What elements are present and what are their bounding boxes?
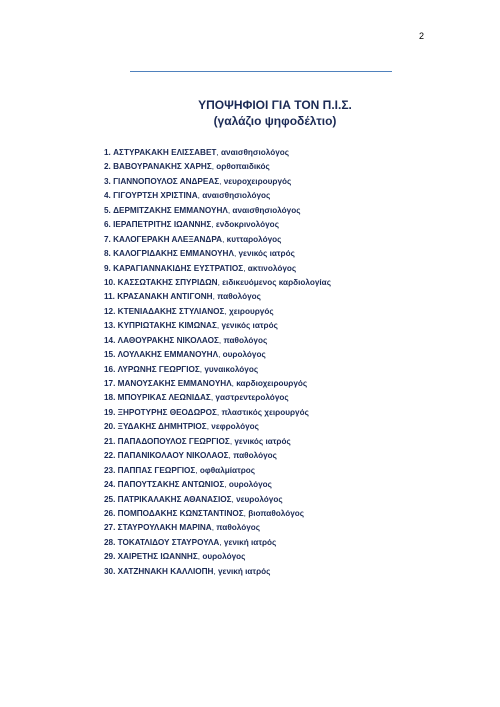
candidate-name: ΧΑΤΖΗΝΑΚΗ ΚΑΛΛΙΟΠΗ xyxy=(117,566,214,576)
candidate-name: ΤΟΚΑΤΛΙΔΟΥ ΣΤΑΥΡΟΥΛΑ xyxy=(117,537,220,547)
candidate-specialty: ενδοκρινολόγος xyxy=(215,220,279,230)
list-item: 19. ΞΗΡΟΤΥΡΗΣ ΘΕΟΔΩΡΟΣ, πλαστικός χειρουργός xyxy=(104,407,309,417)
candidate-specialty: νευροχειρουργός xyxy=(223,176,292,186)
candidate-number: 29. xyxy=(104,552,116,562)
candidate-name: ΚΡΑΣΑΝΑΚΗ ΑΝΤΙΓΟΝΗ xyxy=(117,292,213,302)
candidate-name: ΜΠΟΥΡΙΚΑΣ ΛΕΩΝΙΔΑΣ xyxy=(117,393,211,403)
list-item: 26. ΠΟΜΠΟΔΑΚΗΣ ΚΩΝΣΤΑΝΤΙΝΟΣ, βιοπαθολόγος xyxy=(104,508,305,518)
candidate-name: ΚΑΡΑΓΙΑΝΝΑΚΙΔΗΣ ΕΥΣΤΡΑΤΙΟΣ xyxy=(113,263,244,273)
candidate-number: 18. xyxy=(104,393,116,403)
candidate-specialty: νεφρολόγος xyxy=(211,422,259,432)
candidate-name: ΞΗΡΟΤΥΡΗΣ ΘΕΟΔΩΡΟΣ xyxy=(117,407,217,417)
candidate-specialty: ορθοπαιδικός xyxy=(216,162,270,172)
candidate-specialty: αναισθησιολόγος xyxy=(220,148,290,157)
candidate-name: ΠΑΠΟΥΤΣΑΚΗΣ ΑΝΤΩΝΙΟΣ xyxy=(117,480,225,490)
candidate-number: 23. xyxy=(104,465,116,475)
candidate-name: ΠΑΠΑΔΟΠΟΥΛΟΣ ΓΕΩΡΓΙΟΣ xyxy=(117,436,230,446)
candidate-specialty: καρδιοχειρουργός xyxy=(236,379,308,388)
candidate-name: ΔΕΡΜΙΤΖΑΚΗΣ ΕΜΜΑΝΟΥΗΛ xyxy=(113,205,228,215)
candidate-specialty: γενικός ιατρός xyxy=(221,321,278,331)
list-item: 3. ΓΙΑΝΝΟΠΟΥΛΟΣ ΑΝΔΡΕΑΣ, νευροχειρουργός xyxy=(104,176,292,186)
candidate-number: 21. xyxy=(104,436,116,446)
candidate-specialty: γαστρεντερολόγος xyxy=(215,393,289,403)
list-item: 18. ΜΠΟΥΡΙΚΑΣ ΛΕΩΝΙΔΑΣ, γαστρεντερολόγος xyxy=(104,393,289,403)
candidate-number: 7. xyxy=(104,234,111,244)
candidate-specialty: γενικός ιατρός xyxy=(234,436,291,446)
candidate-name: ΠΑΠΑΝΙΚΟΛΑΟΥ ΝΙΚΟΛΑΟΣ xyxy=(117,451,229,461)
list-item: 7. ΚΑΛΟΓΕΡΑΚΗ ΑΛΕΞΑΝΔΡΑ, κυτταρολόγος xyxy=(104,234,282,244)
candidate-specialty: γενική ιατρός xyxy=(218,566,271,576)
candidate-name: ΙΕΡΑΠΕΤΡΙΤΗΣ ΙΩΑΝΝΗΣ xyxy=(113,220,212,230)
list-item: 14. ΛΑΘΟΥΡΑΚΗΣ ΝΙΚΟΛΑΟΣ, παθολόγος xyxy=(104,335,268,345)
candidate-number: 27. xyxy=(104,523,116,533)
candidate-specialty: παθολόγος xyxy=(216,523,261,533)
candidate-specialty: κυτταρολόγος xyxy=(226,234,282,244)
candidate-name: ΠΟΜΠΟΔΑΚΗΣ ΚΩΝΣΤΑΝΤΙΝΟΣ xyxy=(117,508,244,518)
candidate-number: 26. xyxy=(104,508,116,518)
candidate-specialty: γενική ιατρός xyxy=(223,537,277,547)
candidate-name: ΠΑΤΡΙΚΑΛΑΚΗΣ ΑΘΑΝΑΣΙΟΣ xyxy=(117,494,232,504)
candidate-number: 15. xyxy=(104,350,116,360)
candidate-name: ΑΣΤΥΡΑΚΑΚΗ ΕΛΙΣΣΑΒΕΤ xyxy=(113,148,217,157)
list-item: 25. ΠΑΤΡΙΚΑΛΑΚΗΣ ΑΘΑΝΑΣΙΟΣ, νευρολόγος xyxy=(104,494,283,504)
list-item: 22. ΠΑΠΑΝΙΚΟΛΑΟΥ ΝΙΚΟΛΑΟΣ, παθολόγος xyxy=(104,451,277,461)
candidate-number: 11. xyxy=(104,292,115,302)
document-subtitle: (γαλάζιο ψηφοδέλτιο) xyxy=(213,114,337,128)
candidate-name: ΓΙΑΝΝΟΠΟΥΛΟΣ ΑΝΔΡΕΑΣ xyxy=(113,176,220,186)
candidate-name: ΚΑΛΟΓΕΡΑΚΗ ΑΛΕΞΑΝΔΡΑ xyxy=(113,234,223,244)
candidate-number: 12. xyxy=(104,306,116,316)
candidate-number: 19. xyxy=(104,407,116,417)
candidate-specialty: γενικός ιατρός xyxy=(238,249,295,259)
candidate-specialty: ουρολόγος xyxy=(202,552,246,562)
candidate-number: 30. xyxy=(104,566,116,576)
header-rule xyxy=(130,71,392,72)
list-item: 28. ΤΟΚΑΤΛΙΔΟΥ ΣΤΑΥΡΟΥΛΑ, γενική ιατρός xyxy=(104,537,277,547)
candidate-specialty: παθολόγος xyxy=(223,335,268,345)
page-number: 2 xyxy=(419,31,425,41)
list-item: 30. ΧΑΤΖΗΝΑΚΗ ΚΑΛΛΙΟΠΗ, γενική ιατρός xyxy=(104,566,271,576)
candidate-number: 14. xyxy=(104,335,116,345)
candidate-specialty: πλαστικός χειρουργός xyxy=(221,407,309,417)
candidate-specialty: παθολόγος xyxy=(233,451,277,461)
list-item: 29. ΧΑΙΡΕΤΗΣ ΙΩΑΝΝΗΣ, ουρολόγος xyxy=(104,552,246,562)
list-item: 11. ΚΡΑΣΑΝΑΚΗ ΑΝΤΙΓΟΝΗ, παθολόγος xyxy=(104,292,261,302)
candidate-name: ΚΑΛΟΓΡΙΔΑΚΗΣ ΕΜΜΑΝΟΥΗΛ xyxy=(113,249,234,259)
candidate-specialty: ουρολόγος xyxy=(228,480,272,490)
list-item: 27. ΣΤΑΥΡΟΥΛΑΚΗ ΜΑΡΙΝΑ, παθολόγος xyxy=(104,523,261,533)
candidate-specialty: οφθαλμίατρος xyxy=(199,465,256,475)
candidate-number: 2. xyxy=(104,162,111,172)
list-item: 21. ΠΑΠΑΔΟΠΟΥΛΟΣ ΓΕΩΡΓΙΟΣ, γενικός ιατρός xyxy=(104,436,291,446)
list-item: 17. ΜΑΝΟΥΣΑΚΗΣ ΕΜΜΑΝΟΥΗΛ, καρδιοχειρουργός xyxy=(104,379,308,388)
list-item: 13. ΚΥΠΡΙΩΤΑΚΗΣ ΚΙΜΩΝΑΣ, γενικός ιατρός xyxy=(104,321,278,331)
candidate-number: 25. xyxy=(104,494,116,504)
candidate-number: 4. xyxy=(104,191,111,201)
candidate-number: 5. xyxy=(104,205,111,215)
list-item: 12. ΚΤΕΝΙΑΔΑΚΗΣ ΣΤΥΛΙΑΝΟΣ, χειρουργός xyxy=(104,306,274,316)
candidate-number: 22. xyxy=(104,451,116,461)
candidate-specialty: αναισθησιολόγος xyxy=(202,191,271,201)
candidate-list xyxy=(104,146,331,579)
candidate-name: ΛΥΡΩΝΗΣ ΓΕΩΡΓΙΟΣ xyxy=(117,364,200,374)
list-item: 23. ΠΑΠΠΑΣ ΓΕΩΡΓΙΟΣ, οφθαλμίατρος xyxy=(104,465,256,475)
list-item: 6. ΙΕΡΑΠΕΤΡΙΤΗΣ ΙΩΑΝΝΗΣ, ενδοκρινολόγος xyxy=(104,220,279,230)
candidate-number: 20. xyxy=(104,422,116,432)
candidate-name: ΛΟΥΛΑΚΗΣ ΕΜΜΑΝΟΥΗΛ xyxy=(117,350,219,360)
candidate-specialty: ακτινολόγος xyxy=(247,263,297,273)
candidate-number: 28. xyxy=(104,537,116,547)
candidate-number: 8. xyxy=(104,249,111,259)
list-item: 15. ΛΟΥΛΑΚΗΣ ΕΜΜΑΝΟΥΗΛ, ουρολόγος xyxy=(104,350,266,360)
candidate-name: ΜΑΝΟΥΣΑΚΗΣ ΕΜΜΑΝΟΥΗΛ xyxy=(117,379,232,388)
list-item: 4. ΓΙΓΟΥΡΤΣΗ ΧΡΙΣΤΙΝΑ, αναισθησιολόγος xyxy=(104,191,271,201)
candidate-number: 3. xyxy=(104,176,111,186)
candidate-number: 17. xyxy=(104,379,116,388)
candidate-name: ΓΙΓΟΥΡΤΣΗ ΧΡΙΣΤΙΝΑ xyxy=(113,191,198,201)
document-title: ΥΠΟΨΗΦΙΟΙ ΓΙΑ ΤΟΝ Π.Ι.Σ. xyxy=(198,98,352,112)
candidate-name: ΧΑΙΡΕΤΗΣ ΙΩΑΝΝΗΣ xyxy=(117,552,198,562)
list-item: 24. ΠΑΠΟΥΤΣΑΚΗΣ ΑΝΤΩΝΙΟΣ, ουρολόγος xyxy=(104,480,272,490)
list-item: 1. ΑΣΤΥΡΑΚΑΚΗ ΕΛΙΣΣΑΒΕΤ, αναισθησιολόγος xyxy=(104,148,290,157)
candidate-specialty: ουρολόγος xyxy=(222,350,266,360)
candidate-number: 6. xyxy=(104,220,111,230)
candidate-number: 10. xyxy=(104,277,116,287)
candidate-specialty: χειρουργός xyxy=(229,306,274,316)
candidate-number: 24. xyxy=(104,480,116,490)
list-item: 5. ΔΕΡΜΙΤΖΑΚΗΣ ΕΜΜΑΝΟΥΗΛ, αναισθησιολόγος xyxy=(104,205,301,215)
candidate-specialty: αναισθησιολόγος xyxy=(232,205,301,215)
candidate-specialty: βιοπαθολόγος xyxy=(248,508,305,518)
list-item: 9. ΚΑΡΑΓΙΑΝΝΑΚΙΔΗΣ ΕΥΣΤΡΑΤΙΟΣ, ακτινολόγος xyxy=(104,263,297,273)
candidate-name: ΞΥΔΑΚΗΣ ΔΗΜΗΤΡΙΟΣ xyxy=(117,422,207,432)
candidate-name: ΛΑΘΟΥΡΑΚΗΣ ΝΙΚΟΛΑΟΣ xyxy=(117,335,219,345)
candidate-name: ΣΤΑΥΡΟΥΛΑΚΗ ΜΑΡΙΝΑ xyxy=(117,523,212,533)
candidate-number: 16. xyxy=(104,364,116,374)
list-item: 10. ΚΑΣΣΩΤΑΚΗΣ ΣΠΥΡΙΔΩΝ, ειδικευόμενος καρδιολογίας xyxy=(104,277,331,287)
candidate-specialty: γυναικολόγος xyxy=(204,364,259,374)
candidate-name: ΠΑΠΠΑΣ ΓΕΩΡΓΙΟΣ xyxy=(117,465,196,475)
candidate-specialty: νευρολόγος xyxy=(236,494,283,504)
list-item: 8. ΚΑΛΟΓΡΙΔΑΚΗΣ ΕΜΜΑΝΟΥΗΛ, γενικός ιατρός xyxy=(104,249,295,259)
candidate-name: ΚΥΠΡΙΩΤΑΚΗΣ ΚΙΜΩΝΑΣ xyxy=(117,321,217,331)
candidate-name: ΚΤΕΝΙΑΔΑΚΗΣ ΣΤΥΛΙΑΝΟΣ xyxy=(117,306,225,316)
candidate-name: ΚΑΣΣΩΤΑΚΗΣ ΣΠΥΡΙΔΩΝ xyxy=(117,277,218,287)
candidate-name: ΒΑΒΟΥΡΑΝΑΚΗΣ ΧΑΡΗΣ xyxy=(113,162,212,172)
candidate-specialty: ειδικευόμενος καρδιολογίας xyxy=(222,277,331,287)
candidate-number: 1. xyxy=(104,148,111,157)
list-item: 20. ΞΥΔΑΚΗΣ ΔΗΜΗΤΡΙΟΣ, νεφρολόγος xyxy=(104,422,259,432)
candidate-number: 9. xyxy=(104,263,111,273)
candidate-specialty: παθολόγος xyxy=(217,292,261,302)
title-block xyxy=(100,97,450,129)
list-item: 2. ΒΑΒΟΥΡΑΝΑΚΗΣ ΧΑΡΗΣ, ορθοπαιδικός xyxy=(104,162,270,172)
candidate-number: 13. xyxy=(104,321,116,331)
list-item: 16. ΛΥΡΩΝΗΣ ΓΕΩΡΓΙΟΣ, γυναικολόγος xyxy=(104,364,259,374)
